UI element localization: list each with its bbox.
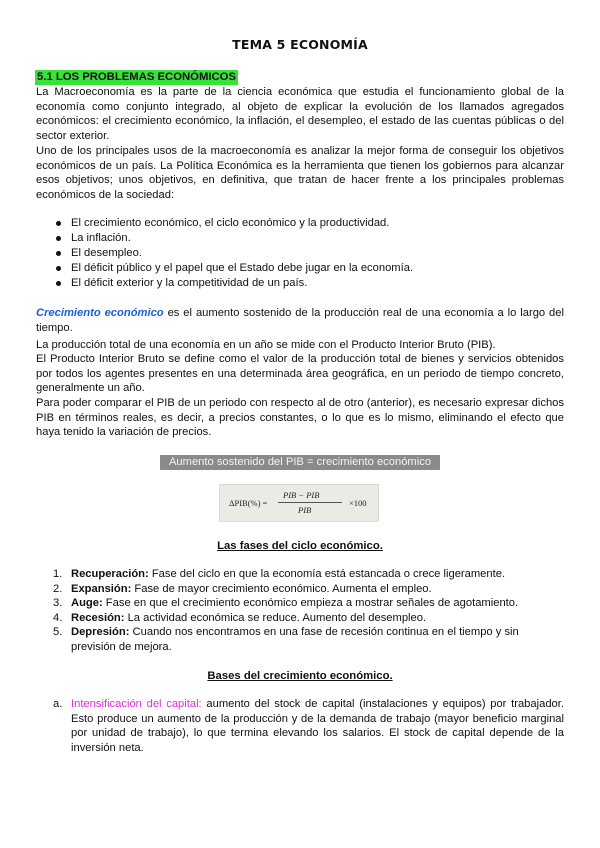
formula-multiplier: ×100 <box>349 498 367 508</box>
growth-term: Crecimiento económico <box>36 307 164 319</box>
growth-definition-text: es el aumento sostenido de la producción real de una economía a lo largo del tiempo. <box>36 307 564 334</box>
cycle-heading: Las fases del ciclo económico. <box>217 540 383 552</box>
page-title: TEMA 5 ECONOMÍA <box>232 37 368 52</box>
bases-heading: Bases del crecimiento económico. <box>207 670 393 682</box>
list-item: El déficit exterior y la competitividad de un país. <box>36 276 564 291</box>
list-item: 3. Auge: Fase en que el crecimiento económico empieza a mostrar señales de agotamiento. <box>53 597 519 610</box>
growth-definition <box>36 306 564 335</box>
bullet-icon <box>56 281 61 286</box>
intro-paragraph-2 <box>36 144 564 202</box>
problems-list <box>36 216 564 291</box>
formula-lhs: ΔPIB(%) = <box>229 498 268 508</box>
section-heading: 5.1 LOS PROBLEMAS ECONÓMICOS <box>37 71 236 83</box>
intro-text-1: La Macroeconomía es la parte de la ciencia económica que estudia el funcionamiento global de la economía como conjunto integrado, al objeto de explicar la evolución de los llamados agregados económicos: el crecimiento económico, la inflación, el desempleo, el estado de las cuentas públicas o del sector exterior. <box>36 86 564 142</box>
bullet-icon <box>56 236 61 241</box>
bullet-icon <box>56 221 61 226</box>
list-item: La inflación. <box>36 231 564 246</box>
cycle-phases-list <box>36 567 564 655</box>
growth-paragraph-3: El Producto Interior Bruto se define como el valor de la producción total de bienes y servicios obtenidos por todos los agentes presentes en una determinada área geográfica, en un periodo de tiempo concreto, generalmente un año. <box>36 353 564 395</box>
list-item: El déficit público y el papel que el Estado debe jugar en la economía. <box>36 261 564 276</box>
list-item: El crecimiento económico, el ciclo económico y la productividad. <box>36 216 564 231</box>
formula-denominator: PIB <box>298 505 312 515</box>
formula-numerator: PIB − PIB <box>283 490 320 500</box>
list-item: 4. Recesión: La actividad económica se reduce. Aumento del desempleo. <box>53 611 427 624</box>
list-item: El desempleo. <box>36 246 564 261</box>
list-item: 1. Recuperación: Fase del ciclo en que la economía está estancada o crece ligeramente. <box>53 568 506 580</box>
formula-caption: Aumento sostenido del PIB = crecimiento económico <box>160 455 440 470</box>
bullet-icon <box>56 266 61 271</box>
formula-svg <box>220 485 378 521</box>
list-item: a. Intensificación del capital: aumento del stock de capital (instalaciones y equipos) por trabajador. Esto produce un aumento de la producción y de la demanda de trabajo (mayor beneficio marginal por unidad de trabajo), lo que termina elevando los salarios. El stock de capital depende de la inversión neta. <box>53 698 564 754</box>
bullet-icon <box>56 251 61 256</box>
list-item: 5. Depresión: Cuando nos encontramos en una fase de recesión continua en el tiempo y sin previsión de mejora. <box>53 626 519 653</box>
intro-paragraph-1 <box>36 85 564 143</box>
bases-term: Intensificación del capital: <box>71 698 202 710</box>
bases-list <box>36 697 564 755</box>
intro-text-2: Uno de los principales usos de la macroeconomía es analizar la mejor forma de conseguir los objetivos económicos de un país. La Política Económica es la herramienta que tienen los gobiernos para alcanzar esos objetivos; unos objetivos, en definitiva, que tratan de hacer frente a los principales problemas económicos de la sociedad: <box>36 145 564 201</box>
growth-paragraph-2: La producción total de una economía en un año se mide con el Producto Interior Bruto (PIB). <box>36 339 496 351</box>
list-item: 2. Expansión: Fase de mayor crecimiento económico. Aumenta el empleo. <box>53 582 432 595</box>
growth-paragraph-4: Para poder comparar el PIB de un periodo con respecto al de otro (anterior), es necesario expresar dichos PIB en términos reales, es decir, a precios constantes, o lo que es lo mismo, eliminando el efecto que haya tenido la variación de precios. <box>36 397 564 439</box>
formula-image <box>219 484 379 522</box>
